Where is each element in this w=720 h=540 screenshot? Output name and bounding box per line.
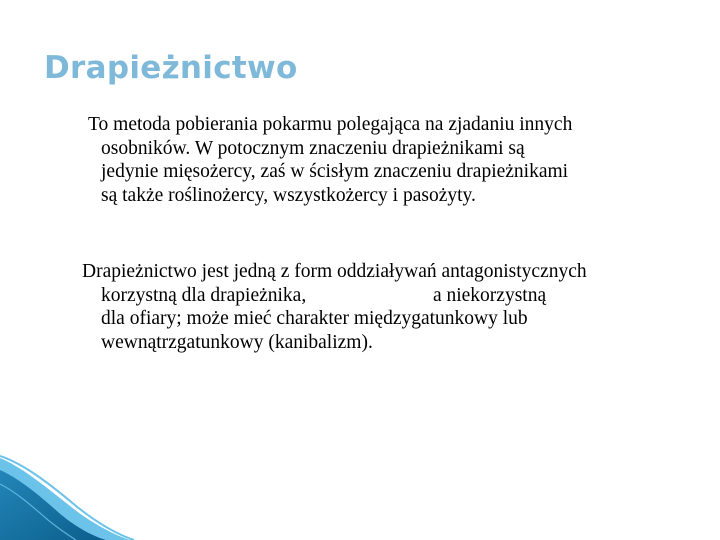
paragraph-definition <box>88 113 572 208</box>
paragraph-line: jedynie mięsożercy, zaś w ścisłym znaczeniu drapieżnikami <box>101 161 569 183</box>
paragraph-line: Drapieżnictwo jest jedną z form oddziaływań antagonistycznych <box>82 261 587 282</box>
slide-title: Drapieżnictwo <box>44 50 298 86</box>
paragraph-line: To metoda pobierania pokarmu polegająca na zjadaniu innych <box>88 114 573 135</box>
paragraph-line: osobników. W potocznym znaczeniu drapieżnikami są <box>101 137 525 159</box>
paragraph-line: dla ofiary; może mieć charakter międzygatunkowy lub <box>101 308 528 330</box>
paragraph-line: wewnątrzgatunkowy (kanibalizm). <box>101 332 373 354</box>
paragraph-interaction <box>82 260 587 355</box>
paragraph-line: są także roślinożercy, wszystkożercy i pasożyty. <box>101 185 476 207</box>
paragraph-line: korzystną dla drapieżnika, a niekorzystną <box>101 284 547 306</box>
